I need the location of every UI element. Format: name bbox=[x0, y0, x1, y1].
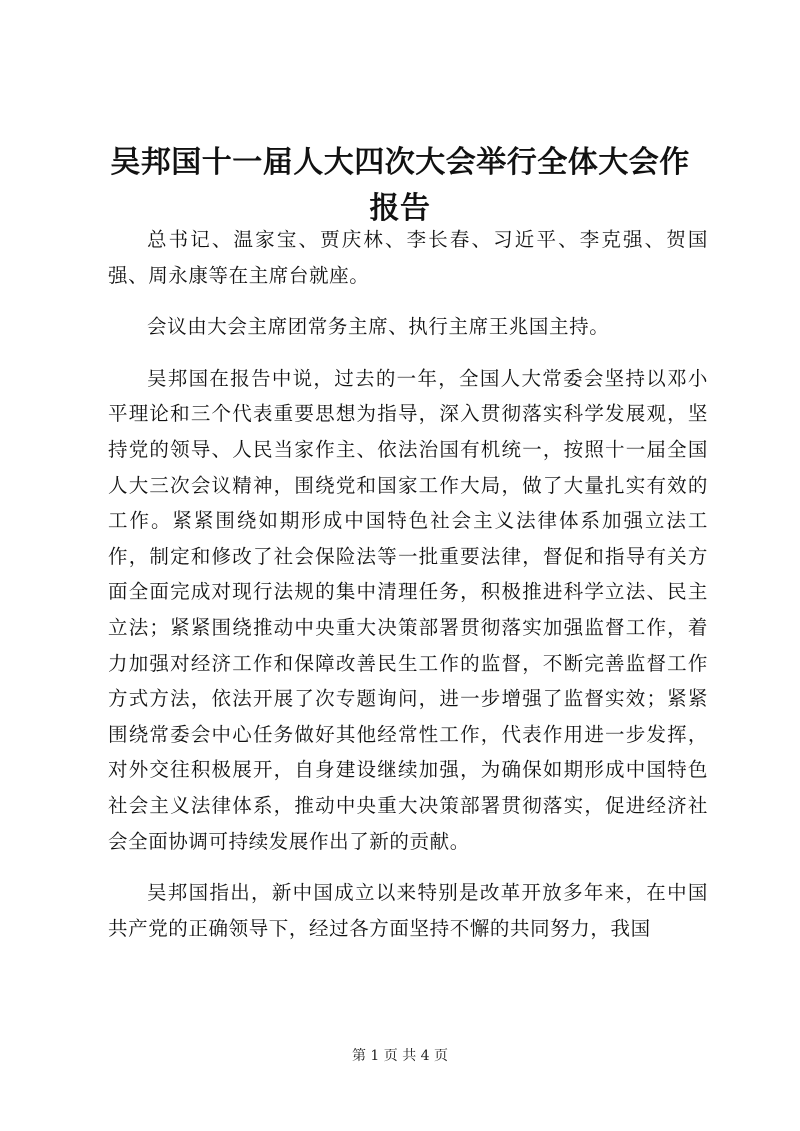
paragraph-chair: 会议由大会主席团常务主席、执行主席王兆国主持。 bbox=[147, 315, 610, 339]
paragraph-report-summary: 吴邦国在报告中说，过去的一年，全国人大常委会坚持以邓小平理论和三个代表重要思想为指导，深入贯彻落实科学发展观，坚持党的领导、人民当家作主、依法治国有机统一，按照十一届全国人大三次会议精神，围绕党和国家工作大局，做了大量扎实有效的工作。紧紧围绕如期形成中国特色社会主义法律体系加强立法工作，制定和修改了社会保险法等一批重要法律，督促和指导有关方面全面完成对现行法规的集中清理任务，积极推进科学立法、民主立法；紧紧围绕推动中央重大决策部署贯彻落实加强监督工作，着力加强对经济工作和保障改善民生工作的监督，不断完善监督工作方式方法，依法开展了次专题询问，进一步增强了监督实效；紧紧围绕常委会中心任务做好其他经常性工作，代表作用进一步发挥，对外交往积极展开，自身建设继续加强，为确保如期形成中国特色社会主义法律体系，推动中央重大决策部署贯彻落实，促进经济社会全面协调可持续发展作出了新的贡献。 bbox=[108, 366, 708, 853]
document-body bbox=[108, 222, 708, 962]
paragraph-achievements: 吴邦国指出，新中国成立以来特别是改革开放多年来，在中国共产党的正确领导下，经过各方面坚持不懈的共同努力，我国 bbox=[108, 881, 708, 940]
page-number-footer: 第 1 页 共 4 页 bbox=[351, 1048, 449, 1064]
document-title: 吴邦国十一届人大四次大会举行全体大会作报告 bbox=[110, 145, 690, 226]
paragraph-attendees: 总书记、温家宝、贾庆林、李长春、习近平、李克强、贺国强、周永康等在主席台就座。 bbox=[108, 228, 708, 287]
